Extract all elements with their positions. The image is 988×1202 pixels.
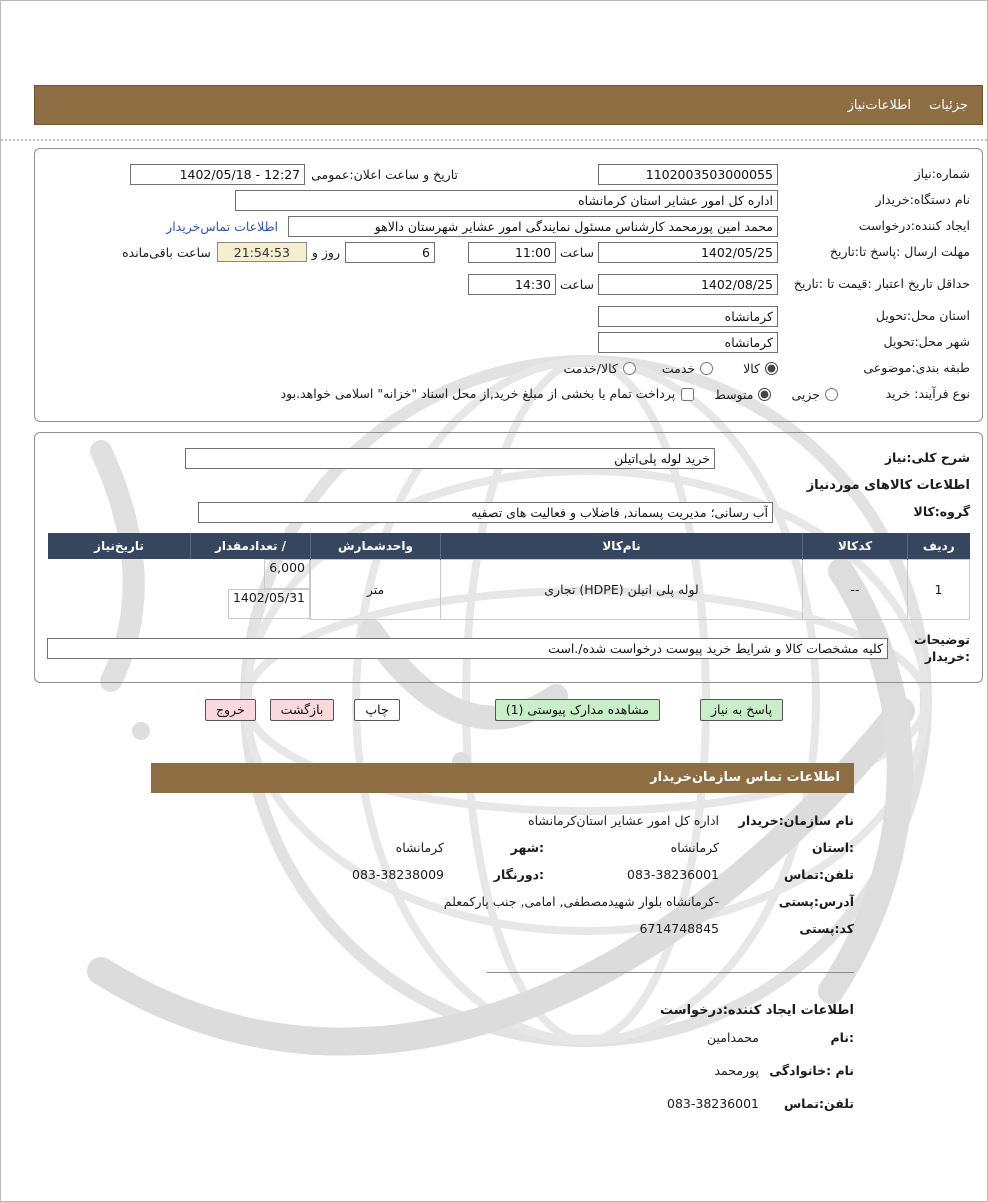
radio-minor-label: جزیی	[791, 386, 820, 402]
buyer-notes-label: توضیحات :خریدار	[914, 631, 970, 664]
need-description-input[interactable]	[185, 448, 715, 469]
delivery-province-input[interactable]	[598, 306, 778, 327]
announce-label: تاریخ و ساعت اعلان:عمومی	[311, 166, 458, 182]
respond-button[interactable]: پاسخ به نیاز	[700, 699, 783, 721]
validity-date-input[interactable]	[598, 274, 778, 295]
cell-goods-name: لوله پلی اتیلن (HDPE) تجاری	[441, 559, 803, 619]
exit-button[interactable]: خروج	[205, 699, 256, 721]
cell-need-date: 1402/05/31	[228, 589, 310, 619]
items-table-header-row	[48, 533, 970, 559]
radio-item-goods	[743, 361, 778, 376]
goods-group-label: گروه:کالا	[913, 503, 970, 519]
creator-row-first-name	[151, 1024, 854, 1051]
cell-goods-code: --	[803, 559, 908, 619]
contact-fax-value: 083-38238009	[352, 866, 444, 882]
request-creator-label: ایجاد کننده:درخواست	[858, 217, 970, 233]
tab-details[interactable]: جزئیات	[929, 97, 968, 113]
buyer-org-input[interactable]	[235, 190, 778, 211]
request-creator-input[interactable]	[288, 216, 778, 237]
row-goods-group	[47, 499, 970, 525]
buyer-contact-header: اطلاعات تماس سازمان‌خریدار	[151, 763, 854, 793]
goods-group-input[interactable]	[198, 502, 773, 523]
creator-row-phone	[151, 1090, 854, 1117]
contact-row-province-city	[151, 840, 854, 867]
contact-province-value: کرمانشاه	[670, 839, 719, 855]
deadline-date-input[interactable]	[598, 242, 778, 263]
row-response-deadline	[47, 239, 970, 265]
contact-postal-value: 6714748845	[639, 920, 719, 936]
buyer-org-label: نام دستگاه:خریدار	[875, 191, 970, 207]
items-section-heading: اطلاعات کالاهای موردنیاز	[806, 478, 970, 493]
validity-time-input[interactable]	[468, 274, 556, 295]
creator-phone-value: 083-38236001	[667, 1095, 759, 1111]
deadline-time-input[interactable]	[468, 242, 556, 263]
countdown-timer: 21:54:53	[217, 242, 307, 262]
col-header-need-date: تاریخ‌نیاز	[48, 533, 191, 559]
col-header-goods-name: نام‌کالا	[441, 533, 803, 559]
announce-datetime-input[interactable]	[130, 164, 305, 185]
creator-row-last-name	[151, 1057, 854, 1084]
contact-postal-label: کد:پستی	[799, 920, 854, 936]
contact-org-label: نام سازمان:خریدار	[738, 812, 854, 828]
radio-goods-label: کالا	[743, 360, 760, 376]
tab-need-info[interactable]: اطلاعات‌نیاز	[847, 97, 912, 113]
creator-phone-label: تلفن:تماس	[783, 1095, 854, 1111]
row-process-type	[47, 381, 970, 407]
classification-label: طبقه بندی:موضوعی	[863, 359, 970, 375]
radio-service-label: خدمت	[661, 360, 696, 376]
view-attachments-button[interactable]: مشاهده مدارک پیوستی (1)	[495, 699, 660, 721]
row-buyer-notes	[47, 630, 970, 668]
creator-last-name-value: پورمحمد	[714, 1062, 759, 1078]
buyer-contact-link[interactable]: اطلاعات تماس‌خریدار	[166, 218, 278, 234]
row-request-creator	[47, 213, 970, 239]
back-button[interactable]: بازگشت	[270, 699, 335, 721]
creator-last-name-label: نام :خانوادگی	[769, 1062, 854, 1078]
row-price-validity	[47, 265, 970, 303]
table-row	[48, 559, 970, 619]
remaining-days-input[interactable]	[345, 242, 435, 263]
treasury-note: پرداخت تمام یا بخشی از مبلغ خرید,از محل اسناد "خزانه" اسلامی خواهد.بود	[280, 385, 676, 401]
radio-medium[interactable]	[758, 388, 771, 401]
delivery-city-label: شهر محل:تحویل	[883, 333, 970, 349]
row-need-description	[47, 445, 970, 471]
row-classification	[47, 355, 970, 381]
print-button[interactable]: چاپ	[354, 699, 399, 721]
cell-quantity: 6,000	[264, 559, 310, 589]
need-items-panel	[34, 432, 983, 683]
buyer-contact-section	[151, 813, 854, 1117]
radio-goods-service[interactable]	[623, 362, 636, 375]
row-buyer-org	[47, 187, 970, 213]
contact-org-value: اداره کل امور عشایر استان‌کرمانشاه	[528, 812, 719, 828]
top-divider	[1, 139, 987, 143]
contact-address-value: -کرمانشاه بلوار شهیدمصطفی, امامی, جنب پارکمعلم	[443, 893, 719, 909]
treasury-check-item	[281, 386, 695, 402]
col-header-row-number: ردیف	[908, 533, 970, 559]
cell-row-number: 1	[908, 559, 970, 619]
action-buttons	[1, 699, 987, 721]
cell-unit: متر	[311, 559, 441, 619]
creator-first-name-label: :نام	[830, 1029, 854, 1045]
contact-fax-label: :دورنگار	[493, 866, 544, 882]
deadline-label: مهلت ارسال :پاسخ تا:تاریخ	[829, 243, 970, 259]
contact-row-postal	[151, 921, 854, 948]
days-label: روز و	[311, 244, 340, 260]
treasury-checkbox[interactable]	[681, 388, 694, 401]
remaining-hours-label: ساعت باقی‌مانده	[122, 244, 211, 260]
need-number-label: شماره:نیاز	[914, 165, 970, 181]
col-header-unit: واحدشمارش	[311, 533, 441, 559]
items-table	[47, 533, 970, 620]
section-divider	[487, 972, 854, 973]
contact-address-label: آدرس:پستی	[778, 893, 854, 909]
radio-item-minor	[791, 387, 838, 402]
contact-phone-value: 083-38236001	[627, 866, 719, 882]
deadline-hour-label: ساعت	[559, 244, 594, 260]
process-type-label: نوع فرآیند: خرید	[885, 385, 970, 401]
buyer-notes-input[interactable]	[47, 638, 888, 659]
need-description-label: شرح کلی:نیاز	[884, 449, 970, 465]
radio-item-medium	[714, 387, 771, 402]
request-info-panel	[34, 148, 983, 422]
radio-goods-service-label: کالا/خدمت	[563, 360, 618, 376]
row-need-number	[47, 161, 970, 187]
creator-first-name-value: محمدامین	[706, 1029, 759, 1045]
contact-row-phone-fax	[151, 867, 854, 894]
contact-city-value: کرمانشاه	[395, 839, 444, 855]
radio-item-service	[662, 361, 713, 376]
contact-province-label: :استان	[811, 839, 854, 855]
contact-row-org	[151, 813, 854, 840]
delivery-province-label: استان محل:تحویل	[875, 307, 970, 323]
contact-city-label: :شهر	[510, 839, 544, 855]
contact-phone-label: تلفن:تماس	[783, 866, 854, 882]
validity-label: حداقل تاریخ اعتبار :قیمت تا :تاریخ	[793, 275, 970, 291]
contact-row-address	[151, 894, 854, 921]
validity-hour-label: ساعت	[559, 276, 594, 292]
radio-service[interactable]	[700, 362, 713, 375]
need-number-input[interactable]	[598, 164, 778, 185]
col-header-quantity: / تعدادمقدار	[191, 533, 311, 559]
radio-medium-label: متوسط	[714, 386, 754, 402]
radio-minor[interactable]	[825, 388, 838, 401]
radio-item-goods-service	[563, 361, 635, 376]
header-bar	[34, 85, 983, 125]
radio-goods[interactable]	[765, 362, 778, 375]
col-header-goods-code: کدکالا	[803, 533, 908, 559]
delivery-city-input[interactable]	[598, 332, 778, 353]
request-creator-heading: اطلاعات ایجاد کننده:درخواست	[660, 1002, 854, 1018]
row-delivery-city	[47, 329, 970, 355]
row-delivery-province	[47, 303, 970, 329]
